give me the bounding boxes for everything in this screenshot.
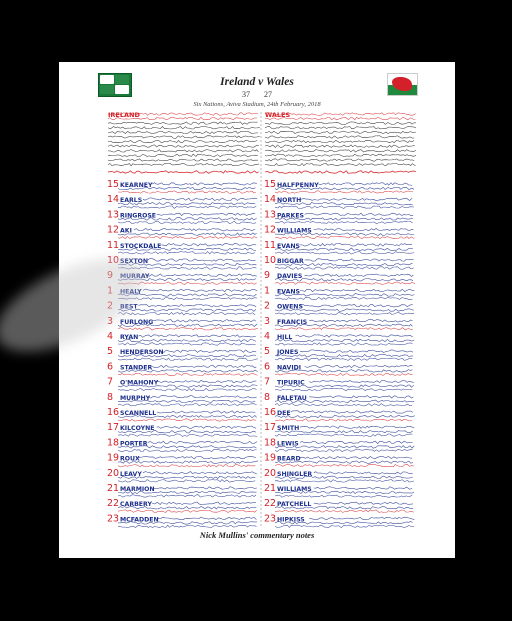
home-player-number: 3 (107, 315, 114, 327)
away-player-note (275, 343, 413, 346)
away-player-number: 11 (264, 239, 277, 251)
away-player-number: 6 (264, 361, 271, 373)
home-player-number: 5 (107, 346, 114, 358)
home-player-note (118, 233, 257, 236)
away-player-number: 8 (264, 391, 271, 403)
home-player-name: MARMION (120, 486, 155, 493)
home-player-note (148, 259, 256, 262)
home-player-number: 2 (107, 300, 114, 312)
away-score: 27 (264, 90, 272, 99)
home-player-number: 7 (107, 376, 114, 388)
away-player-name: EVANS (277, 288, 301, 296)
away-player-name: DAVIES (277, 273, 303, 281)
away-player-number: 16 (264, 407, 277, 418)
away-player-note (275, 297, 413, 300)
home-player-note (118, 191, 256, 194)
home-player-name: HEALY (120, 288, 142, 296)
home-player-number: 4 (107, 331, 114, 342)
away-player-note (275, 252, 414, 255)
away-player-note (300, 350, 413, 353)
away-player-note (275, 373, 413, 375)
home-player-note (118, 510, 257, 513)
notes-divider-left (108, 171, 259, 174)
away-player-note (275, 328, 413, 330)
away-player-name: NORTH (277, 197, 302, 205)
away-player-note (300, 304, 413, 307)
home-player-note (118, 206, 256, 209)
away-player-note (275, 267, 414, 270)
away-player-note (305, 259, 414, 262)
notes-intro-line-right (265, 145, 415, 148)
home-player-number: 10 (107, 255, 120, 266)
notes-intro-line-left (108, 145, 259, 148)
home-player-note (161, 244, 256, 247)
away-player-name: HIPKISS (277, 516, 305, 524)
notes-intro-line-left (108, 163, 259, 166)
away-player-note (305, 213, 414, 215)
away-player-name: JONES (277, 349, 299, 357)
home-player-note (118, 328, 258, 331)
home-player-number: 22 (107, 498, 120, 510)
notes-intro-line-left (108, 136, 260, 139)
away-player-note (275, 358, 412, 361)
away-player-name: HILL (277, 334, 293, 341)
home-player-number: 21 (107, 483, 120, 494)
away-player-note (309, 396, 413, 399)
home-player-name: AKI (120, 227, 132, 235)
notes-intro-line-left (108, 140, 257, 143)
notes-intro-line-left (108, 122, 258, 125)
away-player-number: 23 (264, 513, 277, 525)
home-player-note (157, 411, 256, 414)
home-player-note (118, 339, 256, 341)
home-player-note (148, 274, 257, 277)
away-player-note (300, 289, 414, 292)
home-player-name: ROUX (120, 455, 140, 463)
home-player-note (157, 426, 256, 429)
notes-intro-line-right (265, 131, 416, 134)
home-player-note (118, 236, 257, 239)
home-player-note (118, 495, 256, 498)
home-player-number: 23 (107, 513, 120, 525)
away-player-number: 12 (264, 224, 277, 236)
away-player-note (300, 426, 414, 429)
away-player-number: 4 (264, 331, 271, 342)
notes-intro-line-left (108, 154, 258, 157)
home-player-number: 19 (107, 452, 120, 464)
home-player-note (157, 380, 257, 383)
home-player-note (143, 472, 257, 475)
away-player-note (275, 449, 413, 451)
footer-caption: Nick Mullins' commentary notes (199, 530, 315, 540)
away-player-note (309, 517, 414, 520)
away-player-note (314, 487, 412, 490)
away-player-name: OWENS (277, 303, 303, 311)
away-player-number: 3 (264, 315, 271, 327)
away-player-note (275, 191, 413, 194)
home-player-name: KILCOYNE (120, 425, 155, 433)
away-player-note (275, 464, 414, 467)
home-player-note (138, 304, 256, 307)
home-player-note (118, 373, 257, 376)
notes-intro-line-left (108, 150, 259, 153)
home-player-name: MCFADDEN (120, 516, 159, 524)
home-player-number: 13 (107, 209, 120, 221)
away-player-number: 5 (264, 346, 271, 358)
away-player-note (275, 525, 414, 528)
away-player-name: LEWIS (277, 440, 299, 448)
notes-intro-line-right (265, 150, 416, 152)
away-player-note (300, 198, 412, 200)
away-player-name: TIPURIC (277, 379, 305, 387)
home-player-note (118, 297, 257, 299)
home-player-note (118, 404, 257, 407)
away-player-name: PARKES (277, 212, 304, 220)
away-player-number: 20 (264, 467, 277, 479)
home-player-note (118, 221, 256, 224)
away-player-note (295, 335, 412, 337)
home-player-name: HENDERSON (120, 349, 164, 357)
home-player-note (161, 350, 256, 353)
notes-intro-line-right (265, 127, 416, 129)
home-player-note (157, 517, 257, 520)
home-score: 37 (242, 90, 250, 99)
notes-intro-line-left (108, 131, 258, 134)
notes-intro-line-left (108, 159, 258, 161)
away-player-name: PATCHELL (277, 501, 312, 509)
home-player-note (148, 441, 257, 444)
home-player-name: O'MAHONY (120, 379, 159, 387)
home-player-number: 12 (107, 224, 120, 236)
away-player-number: 7 (264, 376, 271, 388)
away-player-note (314, 502, 413, 504)
away-player-number: 22 (264, 498, 277, 510)
away-player-name: WILLIAMS (277, 227, 312, 235)
away-player-note (275, 388, 412, 391)
notes-intro-line-right (265, 140, 414, 143)
home-player-note (157, 213, 255, 216)
home-player-name: STANDER (120, 364, 153, 372)
home-player-name: STOCKDALE (120, 242, 162, 250)
notes-divider-right (265, 171, 416, 174)
away-player-note (305, 274, 414, 277)
home-player-note (118, 464, 255, 467)
notes-intro-line-right (265, 159, 414, 162)
away-player-number: 9 (264, 270, 271, 282)
home-player-note (118, 309, 256, 312)
away-player-note (275, 236, 414, 239)
away-player-note (300, 244, 412, 247)
home-player-note (118, 388, 257, 391)
away-player-number: 17 (264, 422, 277, 434)
away-player-note (275, 221, 413, 224)
away-player-name: BIGGAR (277, 258, 304, 265)
away-player-note (309, 380, 414, 382)
away-player-note (275, 312, 414, 315)
home-player-note (118, 358, 258, 361)
away-player-number: 18 (264, 437, 277, 449)
away-player-note (275, 495, 412, 497)
home-player-number: 17 (107, 422, 120, 434)
away-player-name: HALFPENNY (277, 182, 319, 189)
score-line (59, 90, 455, 99)
home-player-note (118, 525, 257, 528)
home-player-number: 14 (107, 194, 120, 206)
home-player-note (138, 456, 255, 459)
home-player-note (138, 335, 255, 338)
home-player-number: 8 (107, 391, 114, 403)
away-player-number: 10 (264, 255, 277, 266)
notes-intro-line-right (265, 136, 414, 139)
away-player-name: NAVIDI (277, 364, 302, 372)
away-player-number: 21 (264, 483, 277, 494)
home-player-name: SEXTON (120, 258, 149, 265)
home-player-name: FURLONG (120, 318, 154, 326)
away-player-number: 19 (264, 452, 277, 464)
poster-title: Ireland v Wales (220, 76, 294, 88)
home-player-number: 6 (107, 361, 114, 373)
home-player-note (118, 449, 257, 452)
home-player-note (118, 312, 255, 315)
home-player-name: RINGROSE (120, 212, 157, 220)
away-player-note (275, 339, 414, 342)
away-player-note (305, 365, 413, 368)
away-player-note (275, 415, 415, 418)
home-player-note (152, 183, 257, 186)
away-player-note (275, 510, 414, 513)
home-player-number: 11 (107, 239, 120, 251)
away-player-note (275, 282, 415, 285)
away-player-name: DEE (277, 410, 291, 417)
home-player-number: 18 (107, 437, 120, 449)
home-player-note (134, 228, 255, 231)
away-player-note (300, 441, 413, 444)
home-player-note (152, 320, 256, 323)
home-player-name: MURPHY (120, 394, 151, 402)
away-player-note (275, 419, 412, 422)
away-player-note (309, 320, 412, 323)
away-player-name: SHINGLER (277, 470, 313, 478)
home-player-number: 9 (107, 270, 114, 282)
away-player-note (314, 472, 413, 474)
home-player-name: KEARNEY (120, 182, 153, 189)
home-player-number: 20 (107, 467, 120, 479)
notes-intro-line-right (265, 122, 416, 125)
away-player-name: BEARD (277, 455, 301, 463)
home-player-note (143, 198, 257, 201)
home-team-heading: IRELAND (108, 111, 140, 119)
home-player-name: RYAN (120, 334, 139, 341)
away-player-note (300, 456, 412, 459)
home-player-note (118, 343, 256, 346)
handwritten-notes (106, 110, 416, 528)
away-player-note (275, 480, 414, 483)
home-player-note (118, 252, 255, 255)
home-player-note (148, 396, 257, 399)
home-player-note (152, 365, 256, 368)
away-player-name: FRANCIS (277, 318, 308, 326)
home-player-note (152, 487, 257, 490)
notes-intro-line-right (265, 154, 416, 157)
home-player-name: EARLS (120, 197, 143, 205)
away-player-note (275, 434, 413, 437)
away-player-note (318, 183, 412, 186)
home-player-note (118, 434, 257, 437)
venue-line: Six Nations, Aviva Stadium, 24th February, 2018 (193, 101, 321, 108)
home-player-number: 1 (107, 285, 114, 297)
home-player-name: BEST (120, 303, 138, 311)
away-player-note (275, 206, 414, 209)
away-player-note (291, 411, 413, 414)
away-player-note (314, 228, 414, 230)
away-player-number: 14 (264, 194, 277, 206)
notes-intro-line-right (265, 163, 416, 166)
home-player-name: SCANNELL (120, 410, 157, 417)
home-player-note (118, 480, 255, 483)
home-player-number: 16 (107, 407, 120, 418)
home-player-number: 15 (107, 179, 120, 190)
home-player-name: LEAVY (120, 470, 142, 478)
away-player-note (275, 404, 412, 407)
away-player-number: 2 (264, 300, 271, 312)
away-player-name: FALETAU (277, 394, 307, 402)
away-player-name: EVANS (277, 242, 301, 250)
away-player-name: SMITH (277, 425, 300, 433)
home-player-note (152, 502, 256, 505)
home-player-note (118, 419, 256, 422)
away-team-heading: WALES (265, 111, 291, 119)
away-player-number: 15 (264, 179, 277, 190)
away-player-number: 1 (264, 285, 271, 297)
home-player-name: MURRAY (120, 273, 150, 281)
home-player-name: PORTER (120, 440, 148, 448)
away-player-number: 13 (264, 209, 277, 221)
notes-intro-line-left (108, 127, 260, 130)
away-player-name: WILLIAMS (277, 486, 312, 493)
home-player-name: CARBERY (120, 501, 152, 509)
home-player-note (143, 289, 257, 292)
